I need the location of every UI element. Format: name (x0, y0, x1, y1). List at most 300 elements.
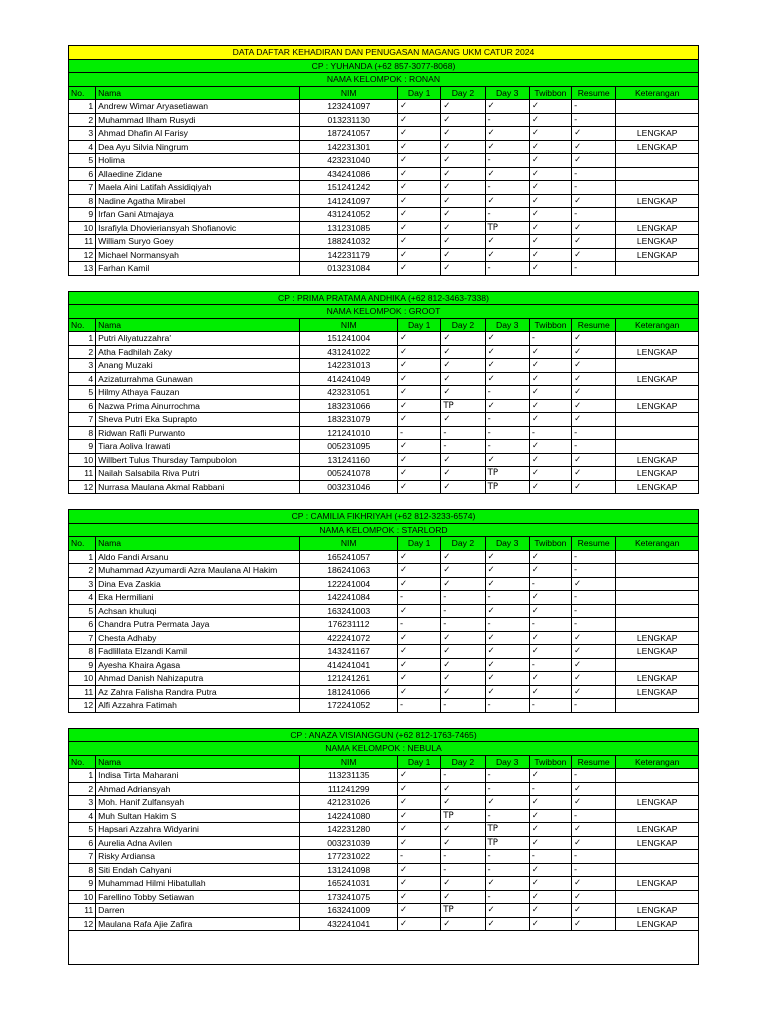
row-number: 6 (69, 167, 96, 181)
day3-status: - (485, 591, 529, 605)
day3-status: - (485, 113, 529, 127)
column-header: Twibbon (529, 318, 571, 332)
day2-status: ✓ (441, 467, 485, 481)
student-name: Ridwan Rafli Purwanto (96, 426, 300, 440)
student-nim: 151241004 (300, 332, 398, 346)
column-header: Day 2 (441, 755, 485, 769)
row-number: 12 (69, 480, 96, 494)
group-spacer (68, 713, 699, 728)
student-name: Allaedine Zidane (96, 167, 300, 181)
resume-status: ✓ (572, 154, 616, 168)
row-number: 1 (69, 550, 96, 564)
student-name: Anang Muzaki (96, 359, 300, 373)
row-number: 2 (69, 782, 96, 796)
row-number: 2 (69, 564, 96, 578)
student-nim: 141241097 (300, 194, 398, 208)
day1-status: ✓ (398, 877, 441, 891)
group-spacer (68, 494, 699, 509)
twibbon-status: - (529, 850, 571, 864)
table-row (69, 618, 699, 632)
row-number: 10 (69, 890, 96, 904)
day2-status: ✓ (441, 645, 485, 659)
student-nim: 121241010 (300, 426, 398, 440)
day1-status: ✓ (398, 823, 441, 837)
day1-status: ✓ (398, 332, 441, 346)
day3-status: ✓ (485, 645, 529, 659)
day2-status: ✓ (441, 332, 485, 346)
twibbon-status: ✓ (529, 809, 571, 823)
row-number: 7 (69, 413, 96, 427)
day1-status: ✓ (398, 386, 441, 400)
day2-status: ✓ (441, 100, 485, 114)
twibbon-status: ✓ (529, 863, 571, 877)
cp-contact: CP : PRIMA PRATAMA ANDHIKA (+62 812-3463-7338) (69, 291, 699, 305)
twibbon-status: - (529, 699, 571, 713)
group-name: NAMA KELOMPOK : STARLORD (69, 523, 699, 537)
day3-status: ✓ (485, 399, 529, 413)
day2-status: - (441, 426, 485, 440)
keterangan (616, 769, 699, 783)
resume-status: - (572, 181, 616, 195)
resume-status: ✓ (572, 372, 616, 386)
keterangan: LENGKAP (616, 399, 699, 413)
table-row (69, 480, 699, 494)
day1-status: ✓ (398, 140, 441, 154)
student-nim: 131241098 (300, 863, 398, 877)
twibbon-status: ✓ (529, 631, 571, 645)
column-header: Day 2 (441, 537, 485, 551)
column-header: Nama (96, 755, 300, 769)
day2-status: ✓ (441, 836, 485, 850)
day1-status: ✓ (398, 154, 441, 168)
day3-status: ✓ (485, 917, 529, 931)
twibbon-status: ✓ (529, 604, 571, 618)
table-row (69, 426, 699, 440)
table-row (69, 836, 699, 850)
student-nim: 165241031 (300, 877, 398, 891)
student-name: Dina Eva Zaskia (96, 577, 300, 591)
day3-status: ✓ (485, 577, 529, 591)
twibbon-status: ✓ (529, 167, 571, 181)
resume-status: ✓ (572, 359, 616, 373)
column-header-row (69, 755, 699, 769)
table-row (69, 208, 699, 222)
student-nim: 423231051 (300, 386, 398, 400)
keterangan (616, 550, 699, 564)
twibbon-status: ✓ (529, 823, 571, 837)
student-name: Israfiyla Dhovieriansyah Shofianovic (96, 221, 300, 235)
day3-status: ✓ (485, 658, 529, 672)
table-row (69, 467, 699, 481)
student-name: Maela Aini Latifah Assidiqiyah (96, 181, 300, 195)
column-header: NIM (300, 755, 398, 769)
group-table (68, 509, 699, 713)
column-header: Resume (572, 755, 616, 769)
twibbon-status: ✓ (529, 796, 571, 810)
resume-status: - (572, 113, 616, 127)
day2-status: ✓ (441, 564, 485, 578)
resume-status: ✓ (572, 345, 616, 359)
table-row (69, 863, 699, 877)
column-header: No. (69, 537, 96, 551)
resume-status: - (572, 100, 616, 114)
student-name: Muh Sultan Hakim S (96, 809, 300, 823)
row-number: 4 (69, 809, 96, 823)
student-name: Aurelia Adna Avilen (96, 836, 300, 850)
student-name: Chesta Adhaby (96, 631, 300, 645)
student-name: Risky Ardiansa (96, 850, 300, 864)
student-name: Putri Aliyatuzzahra' (96, 332, 300, 346)
student-nim: 111241299 (300, 782, 398, 796)
day1-status: ✓ (398, 359, 441, 373)
day3-status: TP (485, 221, 529, 235)
table-row (69, 113, 699, 127)
table-row (69, 564, 699, 578)
row-number: 12 (69, 248, 96, 262)
twibbon-status: ✓ (529, 372, 571, 386)
resume-status: ✓ (572, 782, 616, 796)
resume-status: - (572, 618, 616, 632)
keterangan (616, 262, 699, 276)
day2-status: ✓ (441, 658, 485, 672)
twibbon-status: ✓ (529, 917, 571, 931)
column-header: Day 3 (485, 537, 529, 551)
keterangan (616, 577, 699, 591)
resume-status: ✓ (572, 917, 616, 931)
student-nim: 003231039 (300, 836, 398, 850)
day3-status: ✓ (485, 332, 529, 346)
student-name: Muhammad Azyumardi Azra Maulana Al Hakim (96, 564, 300, 578)
twibbon-status: ✓ (529, 154, 571, 168)
keterangan: LENGKAP (616, 235, 699, 249)
student-name: Nailah Salsabila Riva Putri (96, 467, 300, 481)
row-number: 2 (69, 113, 96, 127)
day3-status: ✓ (485, 345, 529, 359)
resume-status: ✓ (572, 235, 616, 249)
student-nim: 013231084 (300, 262, 398, 276)
row-number: 9 (69, 658, 96, 672)
attendance-sheet (68, 45, 699, 931)
row-number: 12 (69, 917, 96, 931)
keterangan: LENGKAP (616, 917, 699, 931)
day1-status: ✓ (398, 890, 441, 904)
day2-status: ✓ (441, 154, 485, 168)
table-row (69, 399, 699, 413)
student-name: Darren (96, 904, 300, 918)
day1-status: ✓ (398, 235, 441, 249)
footer-divider (68, 964, 699, 965)
resume-status: ✓ (572, 453, 616, 467)
table-row (69, 248, 699, 262)
column-header: Keterangan (616, 755, 699, 769)
table-row (69, 877, 699, 891)
column-header: No. (69, 318, 96, 332)
day3-status: - (485, 426, 529, 440)
day2-status: ✓ (441, 386, 485, 400)
keterangan: LENGKAP (616, 248, 699, 262)
twibbon-status: - (529, 618, 571, 632)
day2-status: ✓ (441, 262, 485, 276)
table-row (69, 699, 699, 713)
student-name: Hapsari Azzahra Widyarini (96, 823, 300, 837)
column-header: NIM (300, 86, 398, 100)
sheet-title: DATA DAFTAR KEHADIRAN DAN PENUGASAN MAGANG UKM CATUR 2024 (69, 46, 699, 60)
student-name: Fadlillata Elzandi Kamil (96, 645, 300, 659)
row-number: 11 (69, 467, 96, 481)
resume-status: ✓ (572, 631, 616, 645)
keterangan (616, 809, 699, 823)
twibbon-status: ✓ (529, 140, 571, 154)
day1-status: ✓ (398, 564, 441, 578)
day3-status: - (485, 699, 529, 713)
keterangan (616, 591, 699, 605)
row-number: 8 (69, 863, 96, 877)
day2-status: ✓ (441, 113, 485, 127)
table-row (69, 591, 699, 605)
day3-status: - (485, 208, 529, 222)
keterangan (616, 100, 699, 114)
table-row (69, 796, 699, 810)
day2-status: ✓ (441, 235, 485, 249)
day3-status: TP (485, 823, 529, 837)
column-header: No. (69, 86, 96, 100)
keterangan: LENGKAP (616, 645, 699, 659)
cp-contact: CP : ANAZA VISIANGGUN (+62 812-1763-7465) (69, 728, 699, 742)
group-spacer (68, 276, 699, 291)
cp-contact: CP : YUHANDA (+62 857-3077-8068) (69, 59, 699, 73)
twibbon-status: ✓ (529, 672, 571, 686)
keterangan (616, 113, 699, 127)
student-nim: 172241052 (300, 699, 398, 713)
resume-status: ✓ (572, 672, 616, 686)
column-header: Day 1 (398, 755, 441, 769)
day2-status: ✓ (441, 823, 485, 837)
twibbon-status: ✓ (529, 550, 571, 564)
student-nim: 123241097 (300, 100, 398, 114)
student-nim: 414241049 (300, 372, 398, 386)
day1-status: ✓ (398, 453, 441, 467)
student-name: Muhammad Hilmi Hibatullah (96, 877, 300, 891)
twibbon-status: ✓ (529, 221, 571, 235)
resume-status: ✓ (572, 823, 616, 837)
student-name: Eka Hermiliani (96, 591, 300, 605)
day2-status: ✓ (441, 782, 485, 796)
resume-status: ✓ (572, 658, 616, 672)
row-number: 12 (69, 699, 96, 713)
column-header: Day 1 (398, 318, 441, 332)
keterangan: LENGKAP (616, 823, 699, 837)
student-nim: 432241041 (300, 917, 398, 931)
table-row (69, 658, 699, 672)
row-number: 5 (69, 386, 96, 400)
student-nim: 142231280 (300, 823, 398, 837)
resume-status: ✓ (572, 577, 616, 591)
row-number: 10 (69, 221, 96, 235)
resume-status: - (572, 440, 616, 454)
row-number: 11 (69, 904, 96, 918)
day1-status: ✓ (398, 127, 441, 141)
keterangan: LENGKAP (616, 345, 699, 359)
twibbon-status: - (529, 658, 571, 672)
day1-status: ✓ (398, 631, 441, 645)
row-number: 4 (69, 372, 96, 386)
student-nim: 163241003 (300, 604, 398, 618)
column-header: Resume (572, 86, 616, 100)
student-name: Hilmy Athaya Fauzan (96, 386, 300, 400)
day1-status: ✓ (398, 194, 441, 208)
twibbon-status: ✓ (529, 386, 571, 400)
student-nim: 005231095 (300, 440, 398, 454)
student-nim: 121241261 (300, 672, 398, 686)
resume-status: ✓ (572, 386, 616, 400)
day2-status: - (441, 769, 485, 783)
twibbon-status: ✓ (529, 181, 571, 195)
resume-status: - (572, 426, 616, 440)
student-name: Andrew Wimar Aryasetiawan (96, 100, 300, 114)
day3-status: ✓ (485, 672, 529, 686)
table-row (69, 413, 699, 427)
row-number: 11 (69, 235, 96, 249)
day1-status: ✓ (398, 672, 441, 686)
resume-status: ✓ (572, 399, 616, 413)
column-header: NIM (300, 318, 398, 332)
row-number: 2 (69, 345, 96, 359)
twibbon-status: ✓ (529, 248, 571, 262)
day2-status: ✓ (441, 221, 485, 235)
group-table (68, 728, 699, 932)
keterangan (616, 863, 699, 877)
day1-status: ✓ (398, 208, 441, 222)
day3-status: ✓ (485, 904, 529, 918)
day1-status: - (398, 699, 441, 713)
keterangan (616, 850, 699, 864)
student-name: Michael Normansyah (96, 248, 300, 262)
resume-status: - (572, 564, 616, 578)
column-header: NIM (300, 537, 398, 551)
student-name: Muhammad Ilham Rusydi (96, 113, 300, 127)
day1-status: ✓ (398, 645, 441, 659)
day1-status: ✓ (398, 904, 441, 918)
student-name: Achsan khuluqi (96, 604, 300, 618)
row-number: 7 (69, 850, 96, 864)
table-row (69, 167, 699, 181)
table-row (69, 372, 699, 386)
group-table (68, 291, 699, 495)
day3-status: ✓ (485, 453, 529, 467)
twibbon-status: ✓ (529, 769, 571, 783)
student-name: Maulana Rafa Ajie Zafira (96, 917, 300, 931)
day2-status: ✓ (441, 577, 485, 591)
keterangan: LENGKAP (616, 796, 699, 810)
table-row (69, 262, 699, 276)
day3-status: TP (485, 836, 529, 850)
student-name: Tiara Aoliva Irawati (96, 440, 300, 454)
twibbon-status: ✓ (529, 480, 571, 494)
resume-status: - (572, 550, 616, 564)
day2-status: - (441, 618, 485, 632)
day3-status: - (485, 809, 529, 823)
keterangan: LENGKAP (616, 480, 699, 494)
keterangan (616, 154, 699, 168)
keterangan (616, 426, 699, 440)
twibbon-status: ✓ (529, 890, 571, 904)
table-row (69, 359, 699, 373)
day1-status: ✓ (398, 604, 441, 618)
day2-status: ✓ (441, 345, 485, 359)
table-row (69, 782, 699, 796)
resume-status: - (572, 863, 616, 877)
table-row (69, 345, 699, 359)
student-nim: 187241057 (300, 127, 398, 141)
column-header: Resume (572, 318, 616, 332)
day3-status: ✓ (485, 140, 529, 154)
table-row (69, 221, 699, 235)
keterangan: LENGKAP (616, 127, 699, 141)
day2-status: ✓ (441, 359, 485, 373)
student-nim: 122241004 (300, 577, 398, 591)
student-nim: 142231301 (300, 140, 398, 154)
day2-status: ✓ (441, 208, 485, 222)
table-row (69, 823, 699, 837)
keterangan (616, 699, 699, 713)
row-number: 9 (69, 877, 96, 891)
student-nim: 183231066 (300, 399, 398, 413)
resume-status: ✓ (572, 194, 616, 208)
column-header: Day 3 (485, 318, 529, 332)
column-header: Nama (96, 537, 300, 551)
twibbon-status: ✓ (529, 645, 571, 659)
day1-status: ✓ (398, 917, 441, 931)
day1-status: ✓ (398, 248, 441, 262)
resume-status: ✓ (572, 796, 616, 810)
student-nim: 414241041 (300, 658, 398, 672)
student-name: Azizaturrahma Gunawan (96, 372, 300, 386)
table-row (69, 850, 699, 864)
day2-status: ✓ (441, 890, 485, 904)
resume-status: - (572, 809, 616, 823)
twibbon-status: ✓ (529, 467, 571, 481)
row-number: 10 (69, 453, 96, 467)
student-name: Moh. Hanif Zulfansyah (96, 796, 300, 810)
day1-status: ✓ (398, 100, 441, 114)
row-number: 6 (69, 399, 96, 413)
row-number: 4 (69, 591, 96, 605)
day2-status: ✓ (441, 917, 485, 931)
day2-status: - (441, 591, 485, 605)
day1-status: - (398, 850, 441, 864)
row-number: 1 (69, 769, 96, 783)
student-name: Dea Ayu Silvia Ningrum (96, 140, 300, 154)
table-row (69, 809, 699, 823)
twibbon-status: ✓ (529, 113, 571, 127)
day3-status: ✓ (485, 235, 529, 249)
group-name: NAMA KELOMPOK : GROOT (69, 305, 699, 319)
day3-status: ✓ (485, 372, 529, 386)
keterangan (616, 208, 699, 222)
day2-status: ✓ (441, 877, 485, 891)
day3-status: ✓ (485, 604, 529, 618)
day2-status: ✓ (441, 413, 485, 427)
student-nim: 177231022 (300, 850, 398, 864)
day1-status: ✓ (398, 796, 441, 810)
resume-status: - (572, 208, 616, 222)
student-name: Indisa Tirta Maharani (96, 769, 300, 783)
day2-status: - (441, 440, 485, 454)
resume-status: ✓ (572, 140, 616, 154)
table-row (69, 604, 699, 618)
day2-status: ✓ (441, 181, 485, 195)
row-number: 8 (69, 426, 96, 440)
